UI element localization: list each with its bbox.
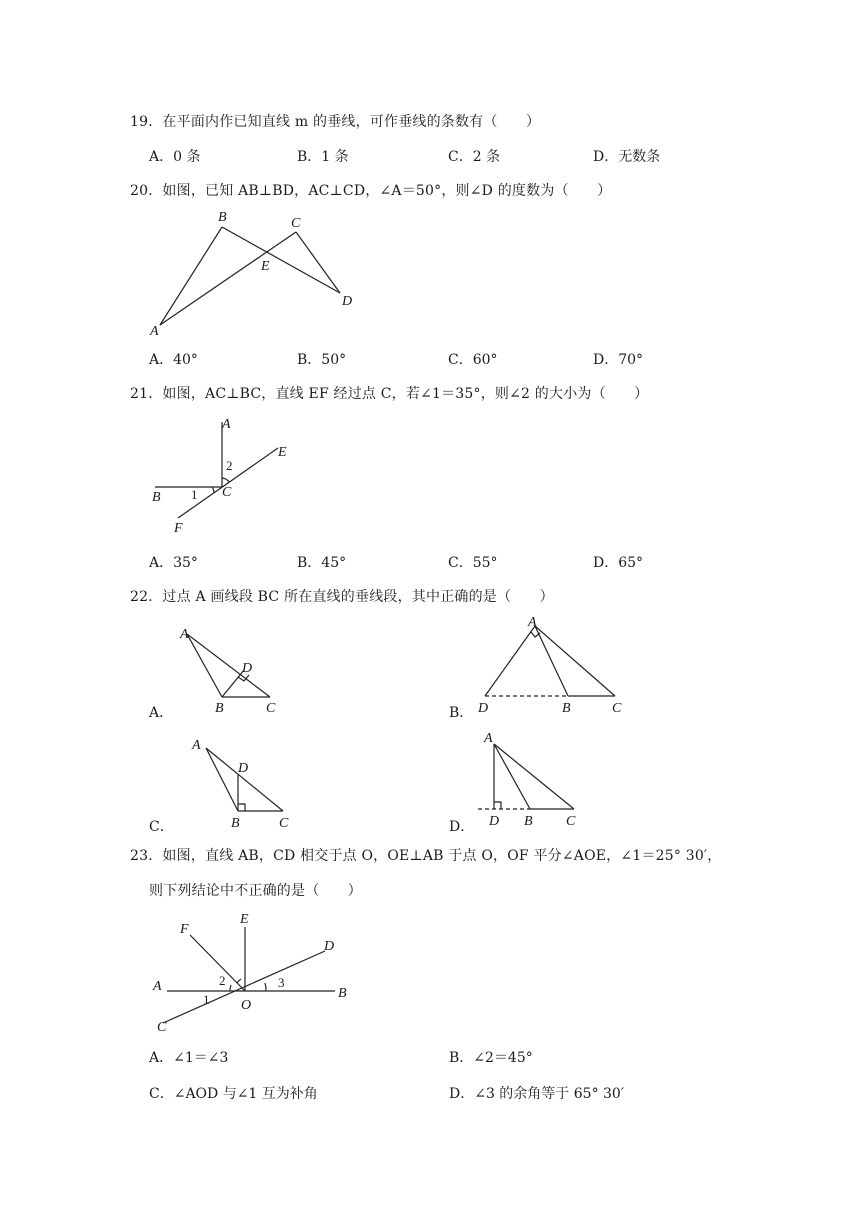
q19-option-b: B．1 条 [297,149,349,165]
q23-option-a: A．∠1＝∠3 [149,1050,229,1066]
q23-label-3: 3 [278,975,285,990]
q21-angle-1-arc [212,487,214,493]
q22d-right-angle-mark [494,802,501,809]
q21-label-2: 2 [226,458,233,473]
q23-figure [145,905,365,1035]
q21-option-d: D．65° [593,555,644,571]
q21-option-a: A．35° [149,555,198,571]
q22c-segment-ac [206,748,283,811]
question-21-number: 21． [130,386,163,402]
q21-figure [140,410,320,540]
q21-label-c: C [222,485,232,500]
q21-angle-2-arc [222,478,229,482]
q23-option-d: D．∠3 的余角等于 65° 30′ [449,1086,625,1102]
q20-label-d: D [342,294,353,309]
q22-option-a: A． [149,705,174,721]
question-22-number: 22． [130,589,163,605]
q22-option-c: C． [149,819,174,835]
q22-option-d: D． [449,819,475,835]
q22c-label-c: C [279,816,289,831]
question-22-text: 过点 A 画线段 BC 所在直线的垂线段，其中正确的是（ ） [162,589,554,605]
q22a-label-c: C [266,701,276,716]
q20-figure [140,205,370,345]
q22-figure-b [470,612,640,717]
q23-label-f: F [180,922,189,937]
q21-option-b: B．45° [297,555,347,571]
q22a-segment-ac [187,634,270,697]
q23-label-a: A [153,979,162,994]
q22a-label-a: A [180,627,189,642]
q23-option-c: C．∠AOD 与∠1 互为补角 [149,1086,318,1102]
q22c-label-d: D [238,761,249,776]
q19-option-a: A．0 条 [149,149,201,165]
q22-option-b: B． [449,705,474,721]
q22a-label-d: D [242,661,253,676]
q20-option-c: C．60° [448,352,498,368]
q21-label-b: B [152,490,161,505]
question-21-text: 如图，AC⊥BC，直线 EF 经过点 C，若∠1＝35°，则∠2 的大小为（ ） [162,386,649,402]
question-23-number: 23． [130,848,163,864]
q20-segment-cd [296,232,340,293]
question-21-stem [130,383,648,403]
q22-figure-c [180,733,310,833]
q23-label-o: O [241,998,252,1013]
q23-option-b: B．∠2＝45° [449,1050,533,1066]
question-19-text: 在平面内作已知直线 m 的垂线，可作垂线的条数有（ ） [162,114,541,130]
q21-label-a: A [222,417,231,432]
q22d-segment-ab [494,744,530,809]
q22c-label-a: A [192,738,201,753]
question-22-stem [130,586,554,606]
q23-label-d: D [324,939,335,954]
question-20-number: 20． [130,183,163,199]
q23-label-b: B [338,986,347,1001]
q19-option-d: D．无数条 [593,149,661,165]
question-20-stem [130,180,611,200]
q20-label-a: A [150,324,159,339]
q20-segment-ab [160,227,222,325]
q23-label-e: E [240,912,249,927]
q22b-segment-ab [535,626,568,696]
q22b-segment-ac [535,626,615,696]
q20-segment-bd [222,227,340,293]
q21-label-1: 1 [191,487,198,502]
q23-angle-3-arc [265,983,266,991]
question-23-text: 如图，直线 AB，CD 相交于点 O，OE⊥AB 于点 O，OF 平分∠AOE，∠1＝25° 30′， [162,848,722,864]
q22a-segment-ab [187,634,222,697]
q21-option-c: C．55° [448,555,498,571]
q22d-segment-ac [494,744,574,809]
question-20-text: 如图，已知 AB⊥BD，AC⊥CD，∠A＝50°，则∠D 的度数为（ ） [162,183,612,199]
q23-label-c: C [157,1020,167,1035]
q20-option-d: D．70° [593,352,644,368]
q22b-label-a: A [528,615,537,630]
q22d-label-b: B [524,814,533,829]
q22c-segment-ab [206,748,238,811]
q23-angle-2-arc [237,979,241,983]
question-19-stem [130,111,540,131]
q22b-label-c: C [612,701,622,716]
q20-segment-ac [160,232,296,325]
q22b-label-d: D [478,701,489,716]
q20-label-b: B [218,210,227,225]
q22a-segment-bd [222,670,244,697]
q23-label-1: 1 [203,992,210,1007]
q22d-label-c: C [566,814,576,829]
q22c-right-angle-mark [238,804,245,811]
q19-option-c: C．2 条 [448,149,501,165]
q23-label-2: 2 [219,973,226,988]
q22b-label-b: B [562,701,571,716]
question-23-stem [130,845,722,865]
q22c-label-b: B [231,816,240,831]
q21-label-e: E [278,445,287,460]
q22-figure-a [170,620,290,720]
q21-label-f: F [174,521,183,536]
q22a-label-b: B [215,701,224,716]
q22b-segment-ad [485,626,535,696]
q20-option-b: B．50° [297,352,347,368]
q20-label-e: E [261,259,270,274]
question-19-number: 19． [130,114,163,130]
q22-figure-d [470,726,590,832]
q22d-label-a: A [484,731,493,746]
q20-label-c: C [291,216,301,231]
q20-option-a: A．40° [149,352,198,368]
q23-angle-1-arc [230,985,231,991]
question-23-stem-line2: 则下列结论中不正确的是（ ） [149,883,362,899]
q22d-label-d: D [489,814,500,829]
